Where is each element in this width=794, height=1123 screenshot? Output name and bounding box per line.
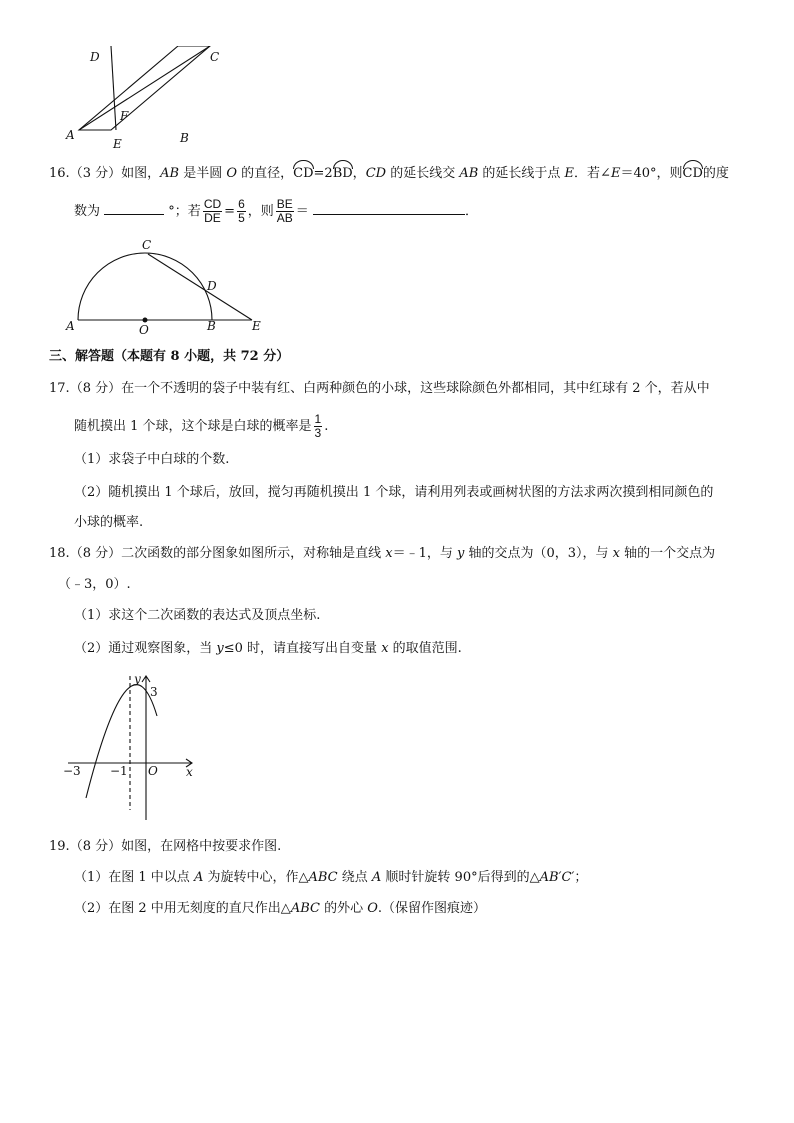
q17-line1: 17.（8 分）在一个不透明的袋子中装有红、白两种颜色的小球，这些球除颜色外都相同，其中红球有 2 个，若从中	[49, 381, 710, 396]
label-3: 3	[150, 685, 158, 699]
q16-line2: 数为 °；若 $\frac{CD}{DE}$ = $\frac{6}{5}$ ，则 $\frac{BE}{AB}$ ＝ ．	[74, 197, 478, 225]
q19-part2: （2）在图 2 中用无刻度的直尺作出△ABC 的外心 O.（保留作图痕迹）	[74, 901, 487, 916]
fraction-be-ab: $\frac{BE}{AB}$	[276, 197, 293, 225]
arc-bd: BD	[332, 166, 353, 181]
label-D: D	[207, 279, 217, 293]
label-y: y	[134, 672, 141, 686]
arc-cd: CD	[293, 166, 314, 181]
label-neg1: −1	[110, 764, 128, 778]
q18-part1: （1）求这个二次函数的表达式及顶点坐标.	[74, 608, 321, 623]
q18-line2: （﹣3，0）.	[58, 577, 131, 592]
q18-part2: （2）通过观察图象，当 y≤0 时，请直接写出自变量 x 的取值范围.	[74, 641, 462, 656]
semicircle-figure	[62, 236, 272, 336]
label-F: F	[120, 109, 129, 123]
fraction-cd-de: $\frac{CD}{DE}$	[203, 197, 222, 225]
section-title: 三、解答题（本题有 8 小题，共 72 分）	[49, 349, 290, 364]
q17-line2: 随机摸出 1 个球，这个球是白球的概率是 $\frac{1}{3}$ .	[74, 412, 329, 440]
q19-line1: 19.（8 分）如图，在网格中按要求作图.	[49, 839, 282, 854]
label-O: O	[139, 323, 149, 336]
label-neg3: −3	[63, 764, 81, 778]
q17-part2-line1: （2）随机摸出 1 个球后，放回，搅匀再随机摸出 1 个球，请利用列表或画树状图的方法求两次摸到相同颜色的	[74, 485, 714, 500]
fraction-6-5: $\frac{6}{5}$	[238, 197, 245, 225]
label-C: C	[142, 238, 152, 252]
label-E: E	[252, 319, 261, 333]
label-A: A	[66, 319, 75, 333]
center-point	[143, 318, 148, 323]
label-E: E	[113, 137, 122, 151]
arc-cd-2: CD	[682, 166, 703, 181]
segment-ce	[148, 254, 252, 320]
q18-line1: 18.（8 分）二次函数的部分图象如图所示，对称轴是直线 x＝﹣1，与 y 轴的交点为（0，3），与 x 轴的一个交点为	[49, 546, 716, 561]
parabola-graph	[60, 670, 210, 825]
answer-blank-1[interactable]	[104, 214, 164, 215]
label-D: D	[90, 50, 100, 64]
q17-part2-line2: 小球的概率.	[74, 515, 144, 530]
label-x: x	[186, 765, 193, 779]
label-B: B	[207, 319, 216, 333]
answer-blank-2[interactable]	[313, 214, 465, 215]
fraction-1-3: $\frac{1}{3}$	[314, 412, 322, 440]
semicircle-arc	[78, 253, 212, 320]
parallelogram-figure	[60, 46, 240, 154]
label-A: A	[66, 128, 75, 142]
label-C: C	[210, 50, 220, 64]
label-O: O	[148, 764, 158, 778]
q16-line1: 16.（3 分）如图，AB 是半圆 O 的直径，CD=2BD，CD 的延长线交 AB 的延长线于点 E．若∠E＝40°，则CD的度	[49, 166, 729, 181]
q19-part1: （1）在图 1 中以点 A 为旋转中心，作△ABC 绕点 A 顺时针旋转 90°后得到的△AB′C′；	[74, 870, 588, 885]
label-B: B	[180, 131, 189, 145]
q17-part1: （1）求袋子中白球的个数.	[74, 452, 230, 467]
segment-de	[111, 46, 116, 130]
